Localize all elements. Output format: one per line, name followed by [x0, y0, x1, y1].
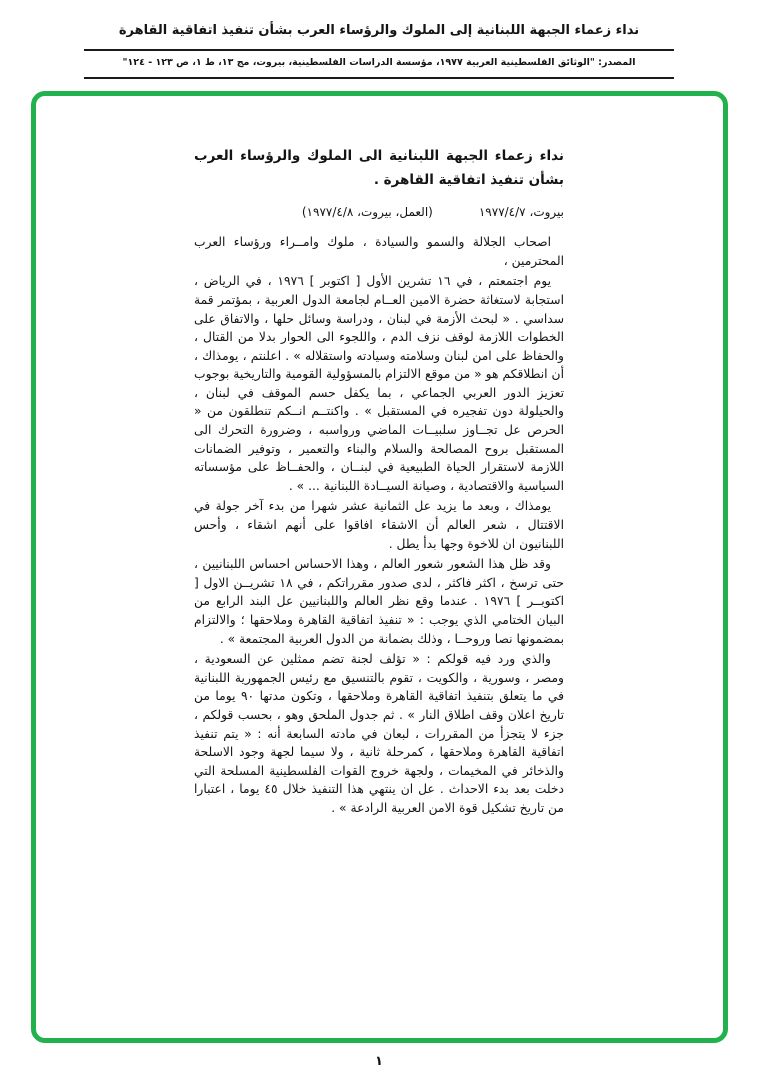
paragraph: وقد ظل هذا الشعور شعور العالم ، وهذا الاحساس احساس اللبنانيين ، حتى ترسخ ، اكثر فاكثر ، لدى صدور مقرراتكم ، في ١٨ تشريــن الاول [ اكتوبــر ] ١٩٧٦ . عندما وقع نظر العالم واللبنانيين عل البند الرابع من البيان الختامي الذي يوجب : « تنفيذ اتفاقية القاهرة وملاحقها ؛ والالتزام بمضمونها نصا وروحــا ، وذلك بضمانة من الدول العربية المجتمعة » . [194, 557, 564, 646]
page-title: نداء زعماء الجبهة اللبنانية إلى الملوك والرؤساء العرب بشأن تنفيذ اتفاقية القاهرة [118, 23, 640, 38]
page-footer [0, 1050, 758, 1069]
dateline [194, 205, 564, 219]
divider-bottom [84, 77, 674, 79]
paragraph: اصحاب الجلالة والسمو والسيادة ، ملوك وامــراء ورؤساء العرب المحترمين ، [194, 235, 564, 268]
paragraph: والذي ورد فيه قولكم : « تؤلف لجنة تضم ممثلين عن السعودية ، ومصر ، وسورية ، والكويت ، تقوم بالتنسيق مع رئيس الجمهورية اللبنانية في ما يتعلق بتنفيذ اتفاقية القاهرة وملاحقها ، وتكون مدتها ٩٠ يوما من تاريخ اعلان وقف اطلاق النار » . ثم جدول الملحق وهو ، بحسب قولكم ، جزء لا يتجزأ من المقررات ، لبعان في مادته السابعة أنه : « يتم تنفيذ اتفاقية القاهرة وملاحقها ، كمرحلة ثانية ، ولا سيما لجهة وجود الاسلحة والذخائر في المخيمات ، ولجهة خروج القوات الفلسطينية المسلحة التي دخلت بعد بدء الاحداث . عل ان ينتهي هذا التنفيذ خلال ٤٥ يوما ، اعتبارا من تاريخ تشكيل قوة الامن العربية الرادعة » . [194, 652, 565, 815]
dateline-place-date: بيروت، ١٩٧٧/٤/٧ [478, 205, 564, 220]
page-header [84, 0, 674, 79]
dateline-publication: (العمل، بيروت، ١٩٧٧/٤/٨) [301, 205, 433, 220]
page-number: ١ [375, 1053, 383, 1069]
source-line: المصدر: "الوثائق الفلسطينية العربية ١٩٧٧، مؤسسة الدراسات الفلسطينية، بيروت، مج ١٣، ط ١، ص ١٢٣ - ١٢٤" [122, 57, 636, 69]
document-title: نداء زعماء الجبهة اللبنانية الى الملوك والرؤساء العرب بشأن تنفيذ اتفاقية القاهرة . [194, 147, 564, 188]
paragraphs [194, 233, 564, 817]
paragraph: يومذاك ، وبعد ما يزيد عل الثمانية عشر شهرا من بدء آخر جولة في الاقتتال ، شعر العالم أن الاشقاء افاقوا على أنهم اشقاء ، وأحس اللبنانيون ان للاخوة وجها بدأ يطل . [194, 499, 564, 551]
paragraph: يوم اجتمعتم ، في ١٦ تشرين الأول [ اكتوبر ] ١٩٧٦ ، في الرياض ، استجابة لاستغاثة حضرة الامين العــام لجامعة الدول العربية ، بمؤتمر قمة سداسي . « لبحث الأزمة في لبنان ، ودراسة وسائل حلها ، والاتفاق على الخطوات اللازمة لوقف نزف الدم ، واللجوء الى الحوار بدلا من القتال ، والحفاظ على امن لبنان وسلامته وسيادته واستقلاله » . اعلنتم ، يومذاك ، أن انطلاقكم هو « من موقع الالتزام بالمسؤولية القومية والتاريخية بوجوب تعزيز الدور العربي الجماعي ، بما يكفل حسم الموقف في لبنان ، والحيلولة دون تفجيره في المستقبل » . واكنتــم انــكم تنطلقون من « الحرص عل تجــاوز سلبيــات الماضي ورواسبه ، وضرورة التحرك الى المستقبل بروح المصالحة والسلام والبناء والتعمير ، وتوفير الضمانات اللازمة لاستقرار الحياة الطبيعية في لبنــان ، والحفــاظ على مؤسساته السياسية والاقتصادية ، وصيانة السيــادة اللبنانية ... » . [194, 274, 564, 493]
document-frame [31, 91, 728, 1043]
document-content [194, 144, 564, 818]
